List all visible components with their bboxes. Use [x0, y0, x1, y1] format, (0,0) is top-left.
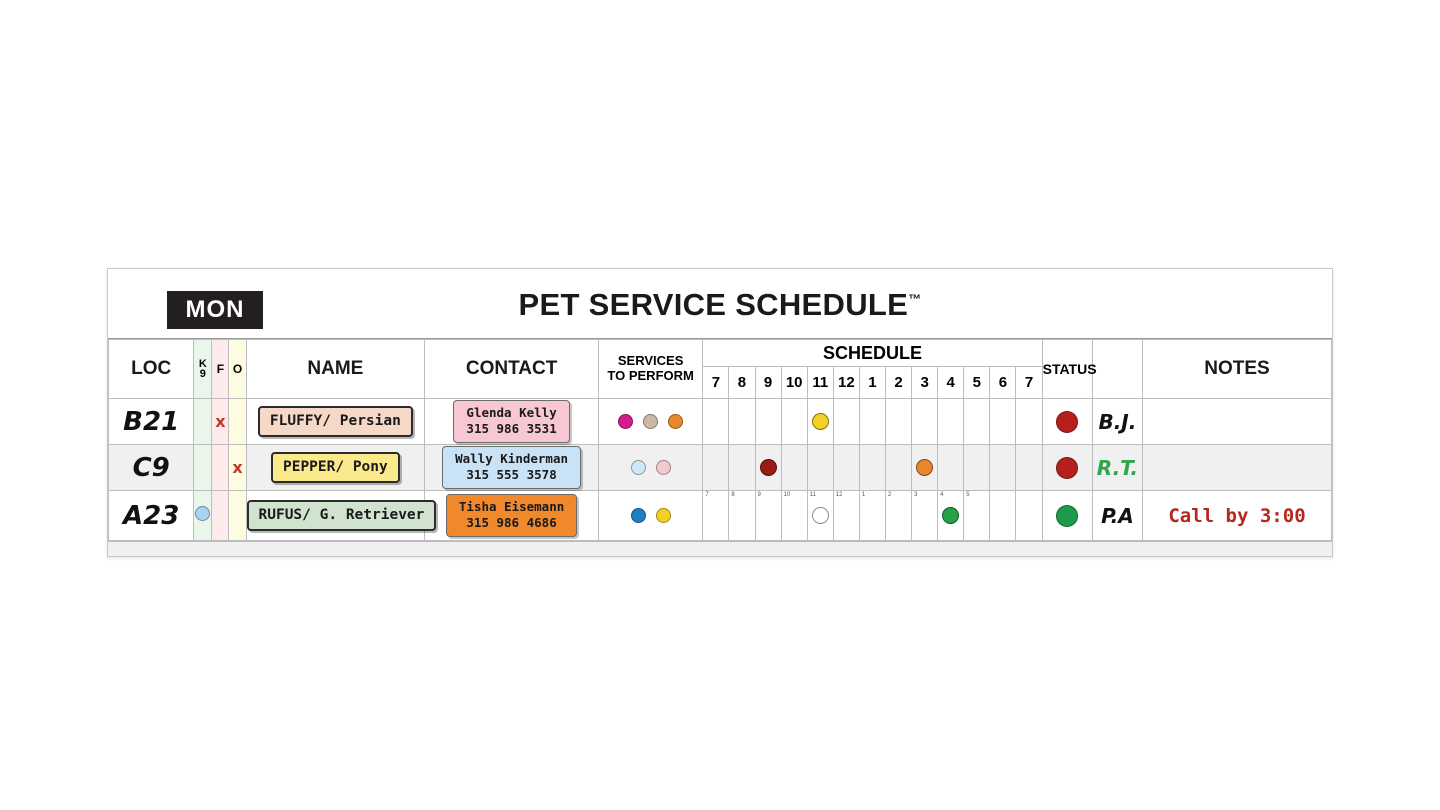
row-f-mark[interactable]	[212, 445, 229, 491]
slot-5p[interactable]	[964, 445, 990, 491]
schedule-table	[108, 339, 1332, 541]
service-dot-light-blue[interactable]	[631, 460, 646, 475]
status-badge[interactable]	[1056, 457, 1078, 479]
row-notes[interactable]	[1143, 399, 1332, 445]
row-services[interactable]	[598, 445, 702, 491]
slot-7p[interactable]	[1016, 399, 1042, 445]
mini-hour-label: 4	[940, 492, 944, 498]
day-badge[interactable]: MON	[167, 291, 263, 329]
appointment-dot[interactable]	[916, 459, 933, 476]
slot-3p[interactable]	[912, 491, 938, 541]
slot-5p[interactable]	[964, 491, 990, 541]
slot-11a[interactable]	[807, 399, 833, 445]
row-loc: A23	[109, 491, 194, 541]
mini-hour-label: 7	[705, 492, 709, 498]
table-row[interactable]	[109, 491, 1332, 541]
services-dots	[599, 460, 702, 475]
row-contact[interactable]	[425, 399, 599, 445]
row-status[interactable]	[1042, 491, 1092, 541]
header-k9	[194, 340, 212, 399]
notes-text: Call by 3:00	[1168, 504, 1306, 527]
row-o-mark[interactable]	[229, 445, 246, 491]
tech-initials: R.T.	[1096, 455, 1139, 480]
mini-hour-label: 2	[887, 492, 892, 498]
hour-header-4p: 4	[938, 367, 964, 399]
mini-hour-label: 9	[757, 492, 761, 498]
mini-hour-label: 12	[835, 492, 843, 498]
slot-12p[interactable]	[833, 399, 859, 445]
header-schedule: SCHEDULE	[703, 340, 1042, 367]
contact-chip[interactable]	[446, 494, 577, 536]
header-row-top	[109, 340, 1332, 367]
hour-header-10a: 10	[781, 367, 807, 399]
row-notes[interactable]	[1143, 445, 1332, 491]
row-loc: B21	[109, 399, 194, 445]
row-name[interactable]	[246, 491, 425, 541]
slot-9a[interactable]	[755, 445, 781, 491]
slot-8a[interactable]	[729, 399, 755, 445]
slot-9a[interactable]	[755, 399, 781, 445]
slot-3p[interactable]	[912, 445, 938, 491]
slot-11a[interactable]	[807, 491, 833, 541]
slot-1p[interactable]	[859, 491, 885, 541]
slot-4p[interactable]	[938, 491, 964, 541]
row-f-x: x	[215, 411, 226, 431]
header-name: NAME	[246, 340, 425, 399]
mini-hour-label: 3	[914, 492, 918, 498]
row-o-mark[interactable]	[229, 491, 246, 541]
row-k9-mark[interactable]	[194, 491, 212, 541]
hour-header-7a: 7	[703, 367, 729, 399]
slot-6p[interactable]	[990, 399, 1016, 445]
header-contact: CONTACT	[425, 340, 599, 399]
slot-12p[interactable]	[833, 491, 859, 541]
row-services[interactable]	[598, 399, 702, 445]
header-k9-line2: 9	[199, 368, 206, 380]
header-o: O	[229, 340, 246, 399]
row-tech	[1092, 491, 1142, 541]
row-k9-mark[interactable]	[194, 445, 212, 491]
slot-4p[interactable]	[938, 399, 964, 445]
slot-10a[interactable]	[781, 399, 807, 445]
header-k9-line1: K	[198, 357, 207, 370]
status-badge[interactable]	[1056, 411, 1078, 433]
row-loc: C9	[109, 445, 194, 491]
row-o-mark[interactable]	[229, 399, 246, 445]
service-dot-yellow[interactable]	[656, 508, 671, 523]
hour-header-3p: 3	[912, 367, 938, 399]
row-status[interactable]	[1042, 445, 1092, 491]
status-badge[interactable]	[1056, 505, 1078, 527]
schedule-sheet	[107, 268, 1333, 557]
pet-name-chip[interactable]: RUFUS/ G. Retriever	[247, 500, 437, 531]
slot-2p[interactable]	[885, 445, 911, 491]
pet-name-chip[interactable]: FLUFFY/ Persian	[258, 406, 413, 437]
mini-hour-label: 1	[861, 492, 866, 498]
service-dot-magenta[interactable]	[618, 414, 633, 429]
slot-10a[interactable]	[781, 491, 807, 541]
slot-1p[interactable]	[859, 399, 885, 445]
row-services[interactable]	[598, 491, 702, 541]
appointment-dot[interactable]	[812, 413, 829, 430]
row-name[interactable]	[246, 399, 425, 445]
slot-6p[interactable]	[990, 445, 1016, 491]
hour-header-2p: 2	[885, 367, 911, 399]
hour-header-9a: 9	[755, 367, 781, 399]
mini-hour-label: 8	[731, 492, 735, 498]
contact-chip[interactable]	[442, 446, 581, 488]
header-loc: LOC	[109, 340, 194, 399]
trademark-mark: ™	[908, 291, 922, 307]
row-f-mark[interactable]	[212, 491, 229, 541]
contact-name: Glenda Kelly	[466, 405, 557, 421]
header-status: STATUS	[1042, 340, 1092, 399]
slot-3p[interactable]	[912, 399, 938, 445]
row-tech	[1092, 445, 1142, 491]
slot-8a[interactable]	[729, 491, 755, 541]
slot-11a[interactable]	[807, 445, 833, 491]
hour-header-6p: 6	[990, 367, 1016, 399]
contact-chip[interactable]	[453, 400, 569, 442]
contact-name: Wally Kinderman	[455, 451, 569, 467]
mini-hour-label: 11	[809, 492, 816, 498]
title-bar	[108, 269, 1332, 339]
pet-name-chip[interactable]: PEPPER/ Pony	[271, 452, 400, 483]
slot-7a[interactable]	[703, 399, 729, 445]
slot-7p[interactable]	[1016, 445, 1042, 491]
row-notes[interactable]	[1143, 491, 1332, 541]
sheet-bottom-strip	[108, 541, 1332, 556]
row-o-x: x	[232, 457, 243, 477]
services-dots	[599, 414, 702, 429]
k9-dot[interactable]	[195, 506, 210, 521]
hour-header-7p: 7	[1016, 367, 1042, 399]
table-row[interactable]	[109, 445, 1332, 491]
contact-phone: 315 986 4686	[466, 515, 557, 530]
services-dots	[599, 508, 702, 523]
hour-header-5p: 5	[964, 367, 990, 399]
contact-phone: 315 986 3531	[466, 421, 557, 436]
service-dot-pink[interactable]	[656, 460, 671, 475]
appointment-dot[interactable]	[760, 459, 777, 476]
slot-7p[interactable]	[1016, 491, 1042, 541]
hour-header-1p: 1	[859, 367, 885, 399]
hour-header-12p: 12	[833, 367, 859, 399]
service-dot-blue[interactable]	[631, 508, 646, 523]
row-f-mark[interactable]	[212, 399, 229, 445]
service-dot-orange[interactable]	[668, 414, 683, 429]
slot-2p[interactable]	[885, 399, 911, 445]
row-name[interactable]	[246, 445, 425, 491]
contact-phone: 315 555 3578	[466, 467, 557, 482]
mini-hour-label: 10	[783, 492, 791, 498]
hour-header-8a: 8	[729, 367, 755, 399]
page-title-text: PET SERVICE SCHEDULE	[518, 287, 909, 322]
slot-5p[interactable]	[964, 399, 990, 445]
hour-header-11a: 11	[807, 367, 833, 399]
header-notes: NOTES	[1143, 340, 1332, 399]
header-services-line2: TO PERFORM	[607, 368, 694, 383]
service-dot-tan[interactable]	[643, 414, 658, 429]
appointment-dot[interactable]	[942, 507, 959, 524]
row-k9-mark[interactable]	[194, 399, 212, 445]
slot-2p[interactable]	[885, 491, 911, 541]
slot-7a[interactable]	[703, 445, 729, 491]
mini-hour-label: 5	[966, 492, 970, 498]
slot-10a[interactable]	[781, 445, 807, 491]
header-services-line1: SERVICES	[617, 353, 684, 369]
slot-12p[interactable]	[833, 445, 859, 491]
slot-1p[interactable]	[859, 445, 885, 491]
slot-7a[interactable]	[703, 491, 729, 541]
slot-4p[interactable]	[938, 445, 964, 491]
page-title	[108, 287, 1332, 323]
appointment-dot[interactable]	[812, 507, 829, 524]
slot-9a[interactable]	[755, 491, 781, 541]
header-services	[598, 340, 702, 399]
row-tech	[1092, 399, 1142, 445]
table-row[interactable]	[109, 399, 1332, 445]
row-contact[interactable]	[425, 445, 599, 491]
contact-name: Tisha Eisemann	[458, 499, 565, 515]
row-status[interactable]	[1042, 399, 1092, 445]
row-contact[interactable]	[425, 491, 599, 541]
header-tech	[1092, 340, 1142, 399]
slot-8a[interactable]	[729, 445, 755, 491]
tech-initials: P.A	[1101, 503, 1134, 528]
slot-6p[interactable]	[990, 491, 1016, 541]
header-f: F	[212, 340, 229, 399]
tech-initials: B.J.	[1098, 409, 1137, 434]
